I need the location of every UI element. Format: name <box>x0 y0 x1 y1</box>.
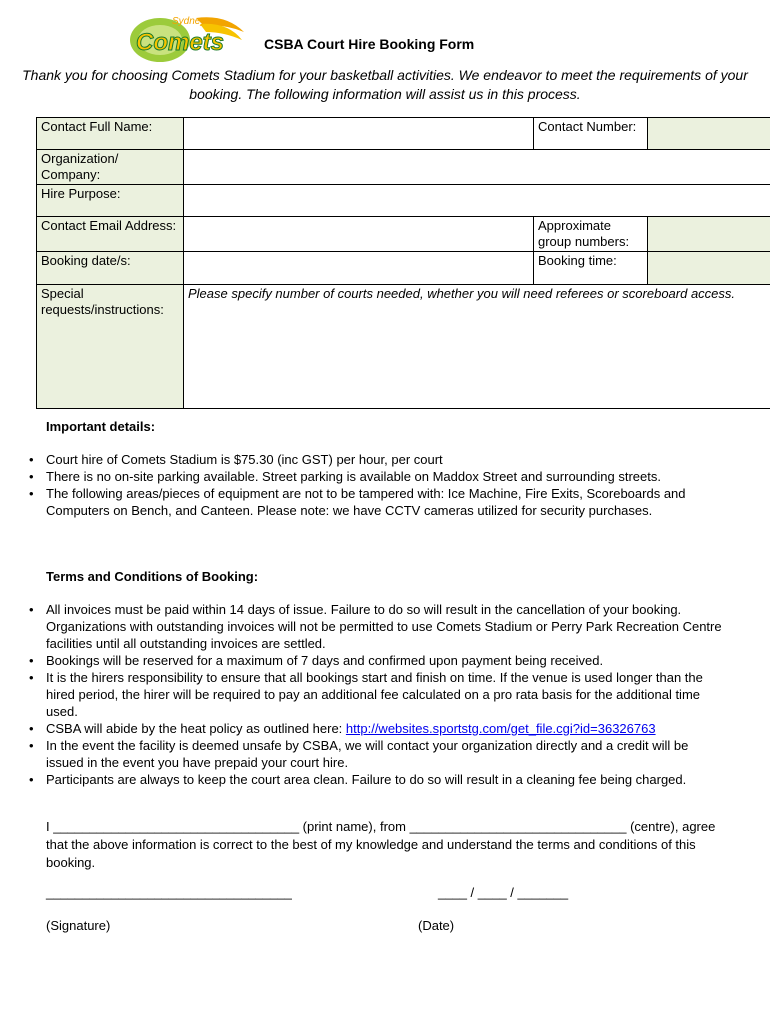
contact-number-label: Contact Number: <box>534 118 648 150</box>
date-label: (Date) <box>418 918 455 933</box>
contact-email-field[interactable] <box>184 217 534 252</box>
contact-number-field[interactable] <box>648 118 770 150</box>
terms-list <box>26 601 726 788</box>
list-item: • The following areas/pieces of equipment are not to be tampered with: Ice Machine, Fire Exits, Scoreboards and Computers on Bench, and Canteen. Please note: we have CCTV cameras utilized for security purchases. <box>26 485 726 519</box>
logo-text: Comets <box>136 29 225 56</box>
important-heading: Important details: <box>46 419 156 434</box>
group-numbers-field[interactable] <box>648 217 770 252</box>
special-requests-field[interactable] <box>184 285 770 409</box>
contact-email-label: Contact Email Address: <box>37 217 184 252</box>
comets-logo <box>126 10 246 66</box>
list-item: • In the event the facility is deemed unsafe by CSBA, we will contact your organization directly and a credit will be issued in the event you have prepaid your court hire. <box>26 737 726 771</box>
list-item: • It is the hirers responsibility to ensure that all bookings start and finish on time. If the venue is used longer than the hired period, the hirer will be required to pay an additional fee calculated on a pro rata basis for the additional time used. <box>26 669 726 720</box>
signature-label: (Signature) <box>46 918 111 933</box>
organization-field[interactable] <box>184 150 770 185</box>
terms-heading: Terms and Conditions of Booking: <box>46 569 259 584</box>
list-item: • Participants are always to keep the court area clean. Failure to do so will result in a cleaning fee being charged. <box>26 771 726 788</box>
date-line[interactable]: ____ / ____ / _______ <box>438 885 569 900</box>
important-list <box>26 451 726 519</box>
list-item: • There is no on-site parking available. Street parking is available on Maddox Street and surrounding streets. <box>26 468 726 485</box>
contact-name-field[interactable] <box>184 118 534 150</box>
booking-dates-field[interactable] <box>184 252 534 285</box>
list-item: • CSBA will abide by the heat policy as outlined here: http://websites.sportstg.com/get_file.cgi?id=36326763 <box>26 720 726 737</box>
hire-purpose-field[interactable] <box>184 185 770 217</box>
contact-name-label: Contact Full Name: <box>37 118 184 150</box>
heat-policy-link[interactable]: http://websites.sportstg.com/get_file.cgi?id=36326763 <box>345 721 656 736</box>
intro-text: Thank you for choosing Comets Stadium for your basketball activities. We endeavor to meet the requirements of your booking. The following information will assist us in this process. <box>22 67 748 102</box>
list-item: • All invoices must be paid within 14 days of issue. Failure to do so will result in the cancellation of your booking. Organizations with outstanding invoices will not be permitted to use Comets Stadium or Perry Park Recreation Centre facilities until all outstanding invoices are settled. <box>26 601 726 652</box>
logo-small-text: Sydney <box>172 16 206 27</box>
special-requests-label: Special requests/instructions: <box>37 285 184 409</box>
list-item: • Court hire of Comets Stadium is $75.30 (inc GST) per hour, per court <box>26 451 726 468</box>
booking-time-field[interactable] <box>648 252 770 285</box>
signature-line[interactable]: __________________________________ <box>46 885 292 900</box>
organization-label: Organization/ Company: <box>37 150 184 185</box>
booking-time-label: Booking time: <box>534 252 648 285</box>
booking-form-table <box>36 117 770 409</box>
booking-dates-label: Booking date/s: <box>37 252 184 285</box>
hire-purpose-label: Hire Purpose: <box>37 185 184 217</box>
declaration-text: I __________________________________ (print name), from ______________________________ (centre), agree that the above information is correct to the best of my knowledge and understand the terms and conditions of this booking. <box>46 819 716 870</box>
group-numbers-label: Approximate group numbers: <box>534 217 648 252</box>
special-requests-hint: Please specify number of courts needed, whether you will need referees or scoreboard access. <box>188 286 736 301</box>
page-title: CSBA Court Hire Booking Form <box>264 36 475 52</box>
list-item: • Bookings will be reserved for a maximum of 7 days and confirmed upon payment being received. <box>26 652 726 669</box>
